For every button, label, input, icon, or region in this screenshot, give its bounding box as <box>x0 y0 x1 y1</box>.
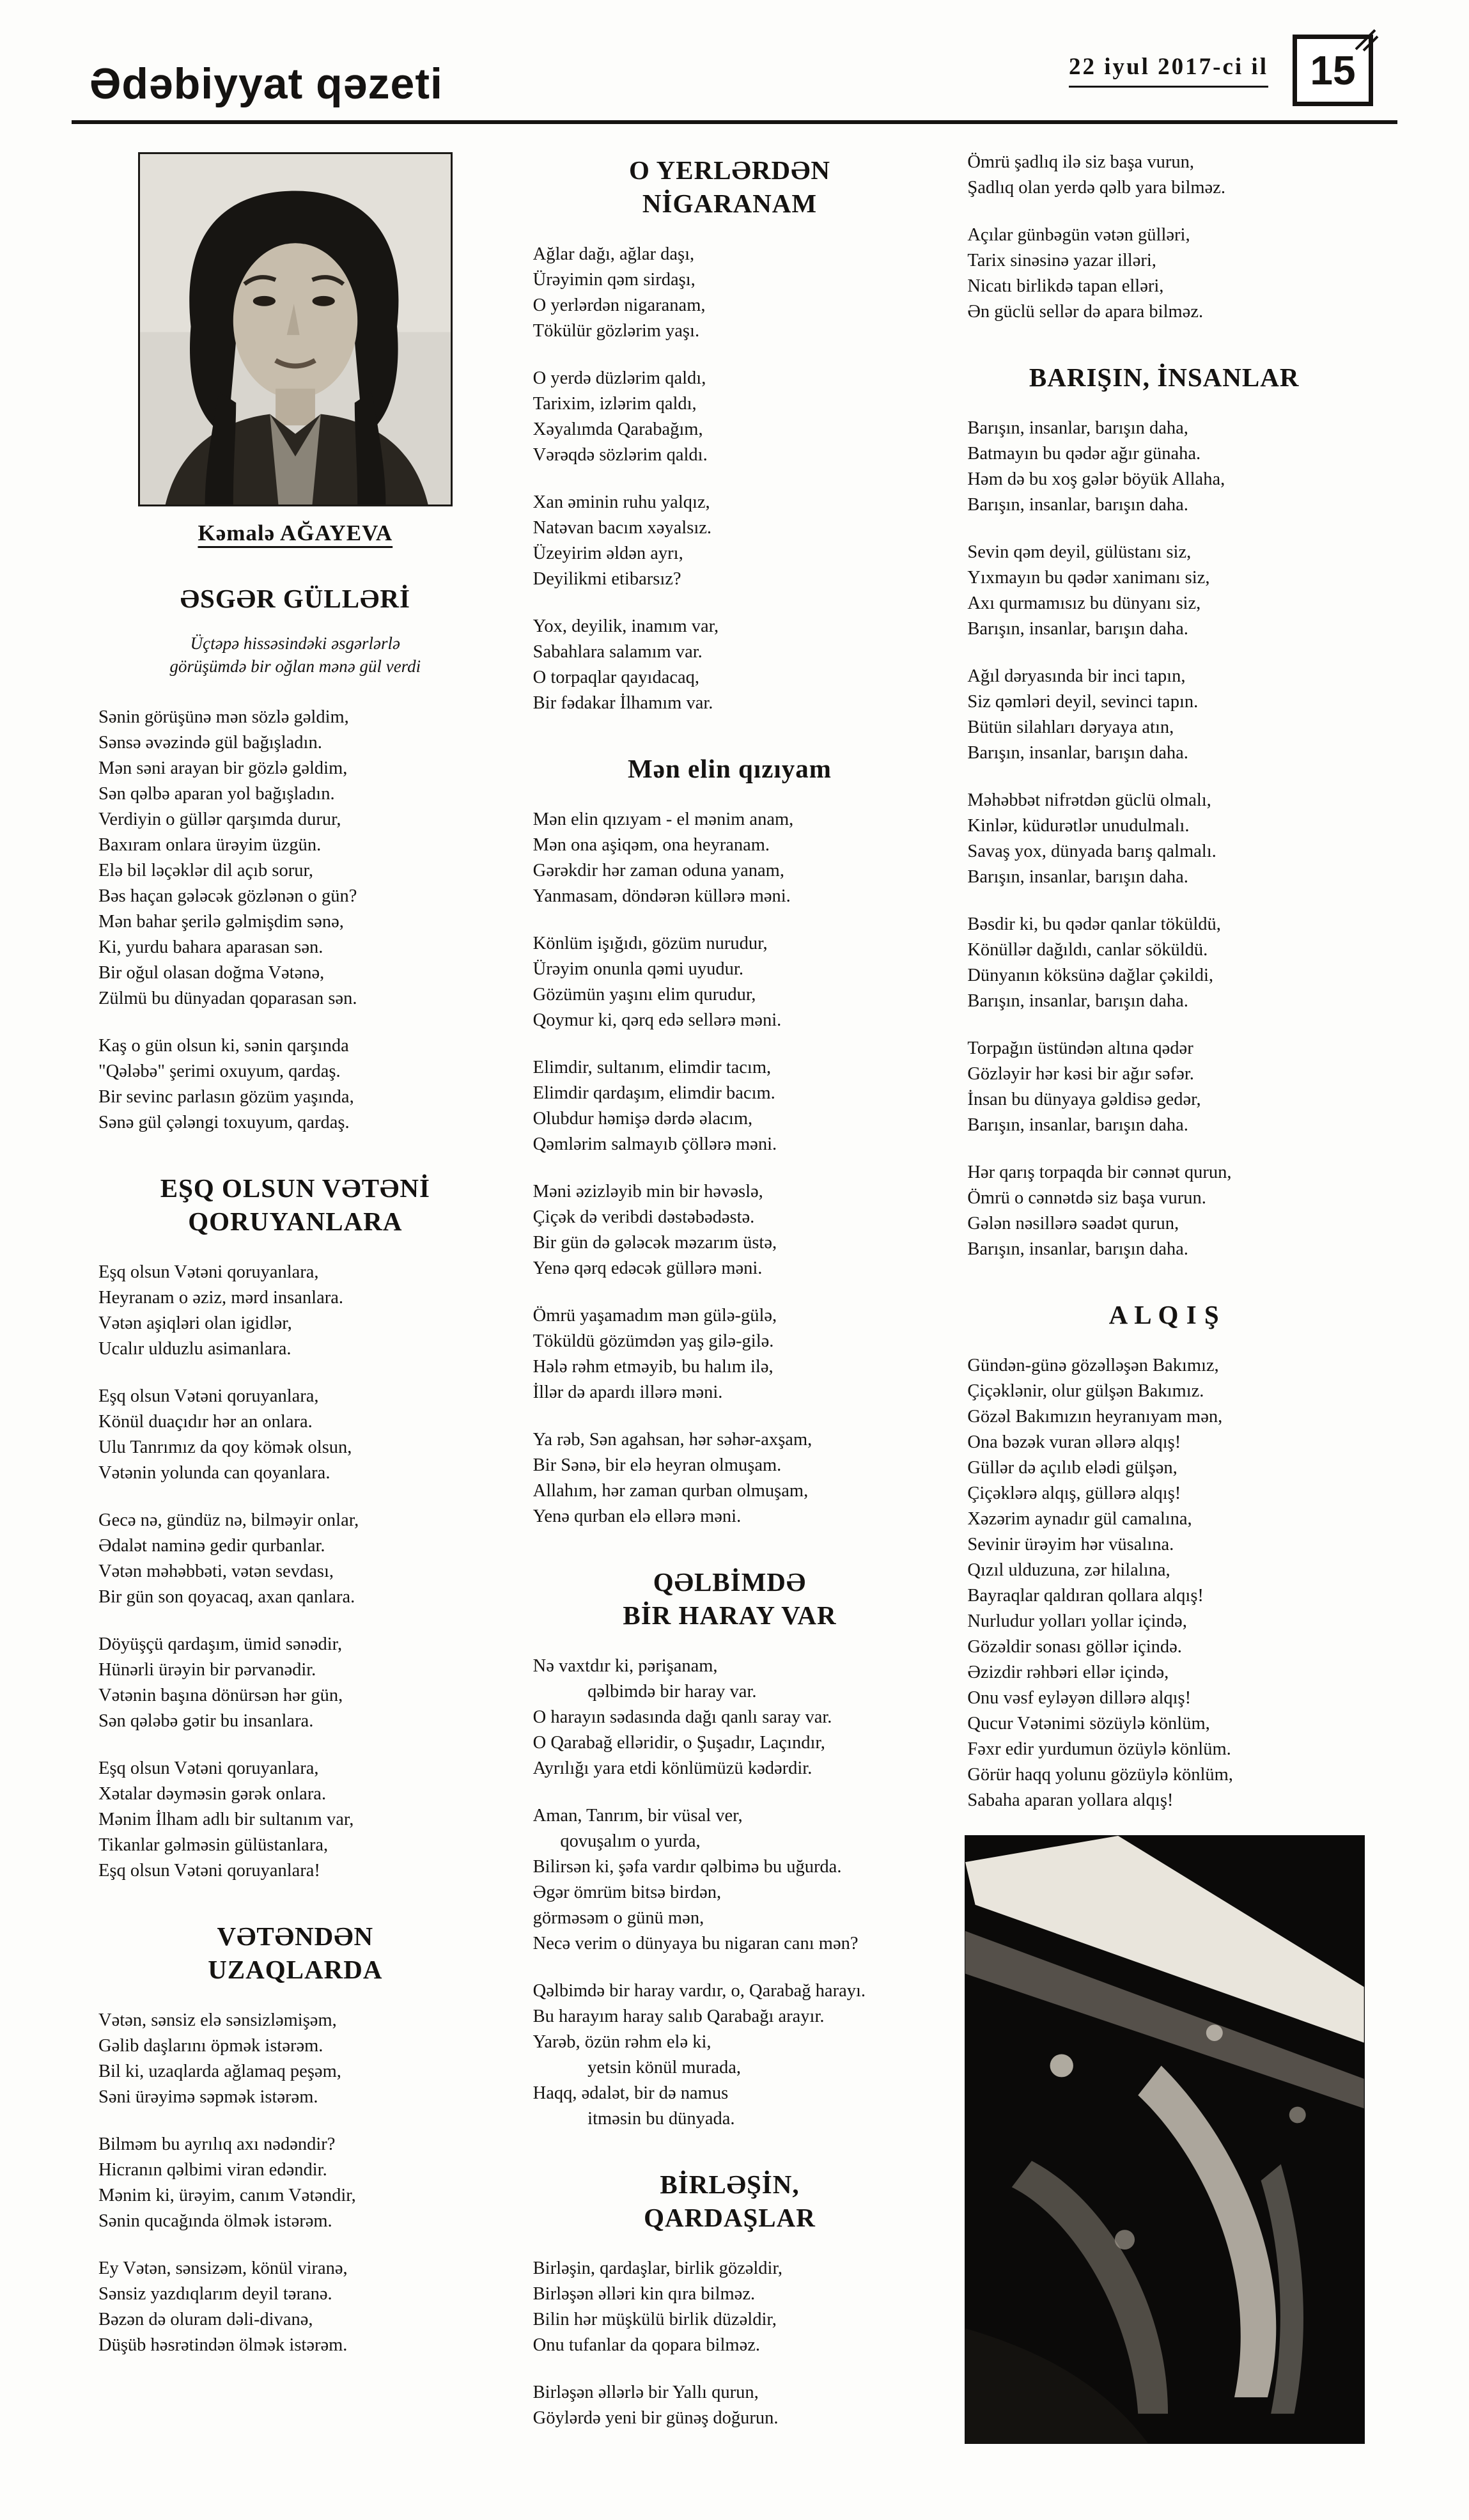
poem-line: Sabahlara salamım var. <box>532 642 703 662</box>
poem-line: O torpaqlar qayıdacaq, <box>532 668 700 687</box>
poem-line: Əgər ömrüm bitsə birdən, <box>532 1882 722 1902</box>
poem-line: O yerdə düzlərim qaldı, <box>532 368 706 388</box>
page-number: 15 <box>1310 47 1356 93</box>
poem-line: Birləşən əllərlə bir Yallı qurun, <box>532 2383 759 2402</box>
poem-line: Kaş o gün olsun ki, sənin qarşında <box>98 1036 349 1056</box>
poem-line: Gərəkdir hər zaman oduna yanam, <box>532 861 784 880</box>
poem-stanza <box>96 1756 495 1884</box>
poem-line: O Qarabağ elləridir, o Şuşadır, Laçındır, <box>532 1733 825 1753</box>
poem-stanza <box>531 931 929 1033</box>
poem-line: Xətalar dəyməsin gərək onlara. <box>98 1784 327 1804</box>
poem-line: Bir fədakar İlhamım var. <box>532 693 713 713</box>
poem-line: Bir oğul olasan doğma Vətənə, <box>98 963 325 983</box>
poem-line: Çiçək də veribdi dəstəbədəstə. <box>532 1207 755 1227</box>
poem-stanza <box>96 1260 495 1362</box>
poem-line: Məni əzizləyib min bir həvəslə, <box>532 1182 763 1201</box>
poem-line: Eşq olsun Vətəni qoruyanlara, <box>98 1758 319 1778</box>
poem-stanza <box>96 2008 495 2110</box>
poem-title <box>96 1171 495 1238</box>
poem-stanza <box>531 1179 929 1281</box>
poem-line: Xəyalımda Qarabağım, <box>532 419 703 439</box>
poem-line: Düşüb həsrətindən ölmək istərəm. <box>98 2335 348 2355</box>
poem-line: O yerlərdən nigaranam, <box>532 295 706 315</box>
title-line: VƏTƏNDƏN <box>217 1921 374 1951</box>
poem-title <box>965 361 1364 394</box>
poem-line: Ağıl dəryasında bir inci tapın, <box>967 666 1186 686</box>
poem-stanza <box>965 1353 1364 1813</box>
poem-line: Sabaha aparan yollara alqış! <box>967 1790 1174 1810</box>
poem-stanza <box>965 416 1364 518</box>
poem-title <box>96 582 495 615</box>
poem-stanza <box>96 1632 495 1734</box>
poem-line: Vətənin yolunda can qoyanlara. <box>98 1463 330 1483</box>
poem-line: Birləşin, qardaşlar, birlik gözəldir, <box>532 2258 782 2278</box>
poem-stanza <box>531 1654 929 1781</box>
poem-title <box>531 2168 929 2234</box>
poem-stanza <box>965 540 1364 642</box>
poem-line: "Qələbə" şerimi oxuyum, qardaş. <box>98 1061 341 1081</box>
poem-line: Görür haqq yolunu gözüylə könlüm, <box>967 1765 1233 1785</box>
poem-line: Aman, Tanrım, bir vüsal ver, <box>532 1806 743 1826</box>
poem-line: Gözləyir hər kəsi bir ağır səfər. <box>967 1064 1194 1084</box>
column-1 <box>96 150 495 2380</box>
columns <box>0 124 1469 2453</box>
poem-line: Ey Vətən, sənsizəm, könül viranə, <box>98 2258 348 2278</box>
poem-line: görməsəm o günü mən, <box>532 1908 704 1928</box>
poem-line: Sənin görüşünə mən sözlə gəldim, <box>98 707 349 727</box>
poem-line: Tökülür gözlərim yaşı. <box>532 321 700 341</box>
poem-stanza <box>531 1803 929 1957</box>
poem-stanza <box>96 1384 495 1486</box>
poem-line: Barışın, insanlar, barışın daha. <box>967 1239 1188 1259</box>
poem-line: Barışın, insanlar, barışın daha. <box>967 991 1188 1011</box>
flower-artwork-image <box>965 1835 1365 2444</box>
poem-line: Barışın, insanlar, barışın daha. <box>967 619 1188 639</box>
title-line: UZAQLARDA <box>208 1955 383 1984</box>
poem-line: Barışın, insanlar, barışın daha. <box>967 743 1188 763</box>
poem-stanza <box>531 242 929 344</box>
poem-line: Hələ rəhm etməyib, bu halım ilə, <box>532 1357 773 1377</box>
poem-stanza <box>965 150 1364 201</box>
author-name: Kəmalə AĞAYEVA <box>198 520 393 545</box>
poem-line: Ya rəb, Sən agahsan, hər səhər-axşam, <box>532 1430 812 1450</box>
poem-stanza <box>965 223 1364 325</box>
poem-line: Kinlər, küdurətlər unudulmalı. <box>967 816 1190 836</box>
poem-stanza <box>965 912 1364 1014</box>
poem-line: Ədalət naminə gedir qurbanlar. <box>98 1536 325 1556</box>
poem-line: Qəmlərim salmayıb çöllərə məni. <box>532 1134 777 1154</box>
poem-stanza <box>531 490 929 592</box>
title-line: EŞQ OLSUN VƏTƏNİ <box>160 1173 430 1203</box>
title-line: görüşümdə bir oğlan mənə gül verdi <box>169 657 421 676</box>
poem-line: Torpağın üstündən altına qədər <box>967 1038 1193 1058</box>
poem-line: Hünərli ürəyin bir pərvanədir. <box>98 1660 316 1680</box>
poem-line: Töküldü gözümdən yaş gilə-gilə. <box>532 1331 774 1351</box>
poem-line: Ömrü yaşamadım mən gülə-gülə, <box>532 1306 777 1326</box>
poem-stanza <box>96 705 495 1012</box>
poem-line: Xan əminin ruhu yalqız, <box>532 492 710 512</box>
page-corner-icon <box>1353 26 1379 52</box>
title-line: QORUYANLARA <box>188 1207 403 1236</box>
issue-date: 22 iyul 2017-ci il <box>1069 53 1268 88</box>
poem-subtitle <box>96 632 495 678</box>
poem-line: İllər də apardı illərə məni. <box>532 1382 723 1402</box>
poem-line: Könül duaçıdır hər an onlara. <box>98 1412 313 1432</box>
poem-stanza <box>531 1978 929 2132</box>
poem-line: Barışın, insanlar, barışın daha. <box>967 495 1188 515</box>
poem-line: itməsin bu dünyada. <box>532 2109 735 2129</box>
poem-line: Bil ki, uzaqlarda ağlamaq peşəm, <box>98 2062 341 2081</box>
poem-line: Bilin hər müşkülü birlik düzəldir, <box>532 2310 777 2329</box>
poem-line: Mən ona aşiqəm, ona heyranam. <box>532 835 770 855</box>
title-line: A L Q I Ş <box>1108 1300 1220 1329</box>
poem-line: Bir Sənə, bir elə heyran olmuşam. <box>532 1455 782 1475</box>
poem-line: Həm də bu xoş gələr böyük Allaha, <box>967 469 1225 489</box>
poem-line: Savaş yox, dünyada barış qalmalı. <box>967 841 1216 861</box>
poem-line: Ürəyim onunla qəmi uyudur. <box>532 959 743 979</box>
poem-line: Heyranam o əziz, mərd insanlara. <box>98 1288 343 1308</box>
poem-line: Yenə qurban elə ellərə məni. <box>532 1507 742 1526</box>
poem-line: Səni ürəyimə səpmək istərəm. <box>98 2087 318 2107</box>
poem-line: Mən elin qızıyam - el mənim anam, <box>532 810 794 829</box>
title-line: NİGARANAM <box>642 189 818 218</box>
poem-line: Nə vaxtdır ki, pərişanam, <box>532 1656 718 1676</box>
poem-line: Olubdur həmişə dərdə əlacım, <box>532 1109 753 1129</box>
title-line: Mən elin qızıyam <box>628 754 832 783</box>
page-number-box <box>1293 35 1373 106</box>
poem-line: Vətən aşiqləri olan igidlər, <box>98 1313 292 1333</box>
poem-line: Könlüm işığıdı, gözüm nurudur, <box>532 934 768 953</box>
poem-line: Mən səni arayan bir gözlə gəldim, <box>98 758 348 778</box>
poem-line: O harayın sədasında dağı qanlı saray var. <box>532 1707 832 1727</box>
poem-line: Əzizdir rəhbəri ellər içində, <box>967 1663 1169 1682</box>
poem-line: Barışın, insanlar, barışın daha. <box>967 1115 1188 1135</box>
title-line: O YERLƏRDƏN <box>629 155 830 185</box>
poem-line: Qəlbimdə bir haray vardır, o, Qarabağ harayı. <box>532 1981 866 2001</box>
poem-stanza <box>96 1508 495 1610</box>
poem-line: Birləşən əlləri kin qıra bilməz. <box>532 2284 756 2304</box>
masthead <box>0 0 1469 109</box>
poem-line: Onu vəsf eyləyən dillərə alqış! <box>967 1688 1192 1708</box>
poem-line: Elimdir, sultanım, elimdir tacım, <box>532 1058 772 1077</box>
poem-stanza <box>96 1033 495 1136</box>
poem-line: qovuşalım o yurda, <box>532 1831 701 1851</box>
poem-line: Bir sevinc parlasın gözüm yaşında, <box>98 1087 354 1107</box>
poem-line: Bir gün də gələcək məzarım üstə, <box>532 1233 777 1253</box>
poem-stanza <box>531 1427 929 1530</box>
poem-line: Bir gün son qoyacaq, axan qanlara. <box>98 1587 355 1607</box>
poem-line: Vərəqdə sözlərim qaldı. <box>532 445 708 465</box>
poem-stanza <box>965 664 1364 766</box>
poem-line: Gələn nəsillərə səadət qurun, <box>967 1214 1179 1233</box>
poem-line: Dünyanın köksünə dağlar çəkildi, <box>967 966 1213 985</box>
poem-line: Gündən-günə gözəlləşən Bakımız, <box>967 1356 1219 1375</box>
poem-line: Ürəyimin qəm sirdaşı, <box>532 270 696 290</box>
poem-line: Güllər də açılıb elədi gülşən, <box>967 1458 1178 1478</box>
poem-line: Vətən məhəbbəti, vətən sevdası, <box>98 1561 334 1581</box>
poem-line: Bilirsən ki, şəfa vardır qəlbimə bu uğurda. <box>532 1857 842 1877</box>
poem-line: Bilməm bu ayrılıq axı nədəndir? <box>98 2134 336 2154</box>
poem-line: Yanmasam, döndərən küllərə məni. <box>532 886 791 906</box>
poem-line: Ən güclü sellər də apara bilməz. <box>967 302 1204 322</box>
poem-line: Məhəbbət nifrətdən güclü olmalı, <box>967 790 1211 810</box>
poem-line: Sən qələbə gətir bu insanlara. <box>98 1711 314 1731</box>
poem-line: Eşq olsun Vətəni qoruyanlara! <box>98 1861 320 1881</box>
newspaper-title: Ədəbiyyat qəzeti <box>89 59 443 108</box>
poem-line: Yox, deyilik, inamım var, <box>532 616 719 636</box>
poem-line: Sənsə əvəzində gül bağışladın. <box>98 733 322 753</box>
poem-stanza <box>965 1036 1364 1138</box>
poem-line: Natəvan bacım xəyalsız. <box>532 518 712 538</box>
poem-stanza <box>531 1055 929 1157</box>
poem-line: Ömrü şadlıq ilə siz başa vurun, <box>967 152 1194 172</box>
poem-line: Elimdir qardaşım, elimdir bacım. <box>532 1083 775 1103</box>
poem-line: Sənin qucağında ölmək istərəm. <box>98 2211 332 2231</box>
poem-line: Necə verim o dünyaya bu nigaran canı mən? <box>532 1934 859 1953</box>
poem-line: Gecə nə, gündüz nə, bilməyir onlar, <box>98 1510 359 1530</box>
poem-line: Ona bəzək vuran əllərə alqış! <box>967 1432 1181 1452</box>
author-photo <box>138 152 453 506</box>
poem-line: Döyüşçü qardaşım, ümid sənədir, <box>98 1634 343 1654</box>
poem-line: Ağlar dağı, ağlar daşı, <box>532 244 695 264</box>
poem-stanza <box>965 1160 1364 1262</box>
poem-line: Mən bahar şerilə gəlmişdim sənə, <box>98 912 344 932</box>
poem-title <box>531 153 929 220</box>
poem-line: yetsin könül murada, <box>532 2058 742 2078</box>
title-line: BİR HARAY VAR <box>623 1600 837 1630</box>
poem-line: Haqq, ədalət, bir də namus <box>532 2083 729 2103</box>
poem-title <box>96 1920 495 1986</box>
poem-line: Sevin qəm deyil, gülüstanı siz, <box>967 542 1192 562</box>
poem-stanza <box>965 788 1364 890</box>
poem-line: Gözəldir sonası göllər içində. <box>967 1637 1182 1657</box>
poem-line: Zülmü bu dünyadan qoparasan sən. <box>98 989 357 1008</box>
poem-line: Hicranın qəlbimi viran edəndir. <box>98 2160 327 2180</box>
title-line: QƏLBİMDƏ <box>653 1567 807 1597</box>
poem-stanza <box>96 2256 495 2358</box>
poem-line: Yıxmayın bu qədər xanimanı siz, <box>967 568 1210 588</box>
poem-line: Üzeyirim əldən ayrı, <box>532 544 683 563</box>
column-3 <box>965 150 1364 2444</box>
poem-line: Nurludur yolları yollar içində, <box>967 1611 1187 1631</box>
poem-line: Yarəb, özün rəhm elə ki, <box>532 2032 711 2052</box>
poem-title <box>965 1298 1364 1331</box>
poem-line: Gözümün yaşını elim qurudur, <box>532 985 756 1005</box>
poem-line: Tikanlar gəlməsin gülüstanlara, <box>98 1835 329 1855</box>
poem-line: Bu harayım haray salıb Qarabağı arayır. <box>532 2007 825 2026</box>
poem-line: Allahım, hər zaman qurban olmuşam, <box>532 1481 809 1501</box>
poem-line: Bəzən də oluram dəli-divanə, <box>98 2310 313 2329</box>
poem-line: Ömrü o cənnətdə siz başa vurun. <box>967 1188 1206 1208</box>
poem-line: Siz qəmləri deyil, sevinci tapın. <box>967 692 1199 712</box>
poem-line: Sənə gül çələngi toxuyum, qardaş. <box>98 1113 350 1132</box>
poem-line: Bayraqlar qaldıran qollara alqış! <box>967 1586 1204 1606</box>
title-line: Üçtəpə hissəsindəki əsgərlərlə <box>190 634 401 653</box>
poem-line: Şadlıq olan yerdə qəlb yara bilməz. <box>967 178 1225 198</box>
title-line: BARIŞIN, İNSANLAR <box>1029 363 1300 392</box>
poem-line: Tarix sinəsinə yazar illəri, <box>967 251 1156 270</box>
poem-stanza <box>531 1303 929 1405</box>
poem-line: Bütün silahları dəryaya atın, <box>967 717 1174 737</box>
poem-line: Bəsdir ki, bu qədər qanlar töküldü, <box>967 914 1221 934</box>
poem-line: Barışın, insanlar, barışın daha, <box>967 418 1188 438</box>
poem-line: Mənim İlham adlı bir sultanım var, <box>98 1810 354 1829</box>
poem-title <box>531 1565 929 1632</box>
poem-line: Batmayın bu qədər ağır günaha. <box>967 444 1201 464</box>
poem-line: Ulu Tanrımız da qoy kömək olsun, <box>98 1437 352 1457</box>
poem-stanza <box>531 366 929 468</box>
poem-stanza <box>531 807 929 909</box>
poem-line: Qoymur ki, qərq edə sellərə məni. <box>532 1010 782 1030</box>
poem-line: Açılar günbəgün vətən gülləri, <box>967 225 1190 245</box>
poem-line: Könüllər dağıldı, canlar söküldü. <box>967 940 1208 960</box>
poem-line: Vətənin başına dönürsən hər gün, <box>98 1686 343 1705</box>
poem-line: Bəs haçan gələcək gözlənən o gün? <box>98 886 357 906</box>
poem-line: Tarixim, izlərim qaldı, <box>532 394 697 414</box>
poem-line: Vətən, sənsiz elə sənsizləmişəm, <box>98 2010 337 2030</box>
poem-line: Fəxr edir yurdumun özüylə könlüm. <box>967 1739 1231 1759</box>
poem-line: Ucalır ulduzlu asimanlara. <box>98 1339 291 1359</box>
poem-line: Gəlib daşlarını öpmək istərəm. <box>98 2036 323 2056</box>
poem-stanza <box>531 2256 929 2358</box>
poem-line: Eşq olsun Vətəni qoruyanlara, <box>98 1262 319 1282</box>
poem-line: İnsan bu dünyaya gəldisə gedər, <box>967 1090 1201 1109</box>
column-2 <box>531 150 929 2453</box>
poem-line: Çiçəklərə alqış, güllərə alqış! <box>967 1483 1181 1503</box>
poem-line: Deyilikmi etibarsız? <box>532 569 681 589</box>
poem-line: Sevinir ürəyim hər vüsalına. <box>967 1535 1174 1554</box>
poem-line: Hər qarış torpaqda bir cənnət qurun, <box>967 1162 1232 1182</box>
poem-line: Nicatı birlikdə tapan elləri, <box>967 276 1164 296</box>
poem-line: Sənsiz yazdıqlarım deyil təranə. <box>98 2284 332 2304</box>
poem-line: Baxıram onlara ürəyim üzgün. <box>98 835 322 855</box>
poem-line: Qucur Vətənimi sözüylə könlüm, <box>967 1714 1210 1733</box>
title-line: ƏSGƏR GÜLLƏRİ <box>180 584 410 613</box>
poem-stanza <box>96 2132 495 2234</box>
poem-line: Axı qurmamısız bu dünyanı siz, <box>967 593 1201 613</box>
poem-line: qəlbimdə bir haray var. <box>532 1682 757 1702</box>
masthead-right <box>1069 35 1373 109</box>
poem-line: Sən qəlbə aparan yol bağışladın. <box>98 784 335 804</box>
title-line: BİRLƏŞİN, <box>660 2170 800 2199</box>
title-line: QARDAŞLAR <box>644 2203 816 2232</box>
poem-line: Gözəl Bakımızın heyranıyam mən, <box>967 1407 1223 1427</box>
poem-line: Onu tufanlar da qopara bilməz. <box>532 2335 760 2355</box>
poem-line: Qızıl ulduzuna, zər hilalına, <box>967 1560 1170 1580</box>
poem-line: Yenə qərq edəcək güllərə məni. <box>532 1258 763 1278</box>
poem-stanza <box>531 614 929 716</box>
poem-line: Barışın, insanlar, barışın daha. <box>967 867 1188 887</box>
poem-line: Ki, yurdu bahara aparasan sən. <box>98 937 323 957</box>
poem-line: Elə bil ləçəklər dil açıb sorur, <box>98 861 313 880</box>
poem-line: Göylərdə yeni bir günəş doğurun. <box>532 2408 779 2428</box>
poem-line: Mənim ki, ürəyim, canım Vətəndir, <box>98 2186 356 2205</box>
portrait-photo-svg <box>140 154 451 505</box>
poem-line: Çiçəklənir, olur gülşən Bakımız. <box>967 1381 1204 1401</box>
poem-stanza <box>531 2380 929 2431</box>
poem-line: Ayrılığı yara etdi könlümüzü kədərdir. <box>532 1758 812 1778</box>
poem-line: Verdiyin o güllər qarşımda durur, <box>98 810 341 829</box>
artwork-svg <box>965 1836 1364 2443</box>
poem-line: Xəzərim aynadır gül camalına, <box>967 1509 1192 1529</box>
poem-title <box>531 752 929 785</box>
poem-line: Eşq olsun Vətəni qoruyanlara, <box>98 1386 319 1406</box>
